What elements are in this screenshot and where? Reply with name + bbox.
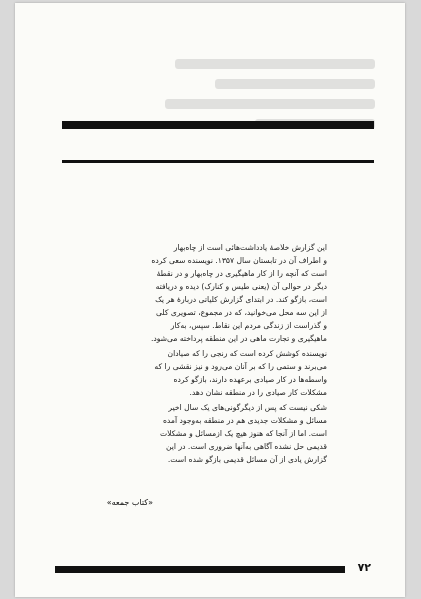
text-line: این گزارش خلاصهٔ یادداشت‌هائی است از چاه‌بهار: [173, 243, 327, 252]
text-line: ماهیگیری و تجارت ماهی در این منطقه پرداخته می‌شود.: [150, 334, 327, 343]
text-line: و گذراست از زندگی مردم این نقاط. سپس، به‌کار: [170, 321, 327, 330]
book-page: [15, 3, 405, 597]
text-line: دیگر در حوالی آن (یعنی طیس و کنارک) دیده و دریافته: [155, 282, 327, 291]
text-line: است. اما از آنجا که هنوز هیچ یک ازمسائل و مشکلات: [159, 429, 327, 438]
text-line: مشکلات کار صیادی را در منطقه نشان دهد.: [189, 388, 327, 397]
text-line: است، بازگو کند. در ابتدای گزارش کلیاتی دربارهٔ هر یک: [155, 295, 327, 304]
page-number: ۷۲: [357, 561, 371, 574]
text-line: قدیمی حل نشده آگاهی به‌آنها ضروری است. در این: [166, 442, 327, 451]
text-line: گزارش یادی از آن مسائل قدیمی بازگو شده است.: [167, 455, 327, 464]
text-line: نویسنده کوشش کرده است که رنجی را که صیادان: [167, 349, 327, 358]
text-line: مسائل و مشکلات جدیدی هم در منطقه به‌وجود آمده: [162, 416, 327, 425]
article-intro: [119, 241, 327, 468]
paragraph-1: [119, 241, 327, 345]
middle-rule: [62, 160, 374, 163]
text-line: است که آنچه را از کار ماهیگیری در چاه‌بهار و در نقطهٔ: [156, 269, 327, 278]
text-line: از این سه محل می‌خوانید، که در مجموع، تصویری کلی: [156, 308, 327, 317]
paragraph-2: [119, 347, 327, 399]
paragraph-3: [119, 401, 327, 466]
text-line: و اطراف آن در تابستان سال ۱۳۵۷. نویسنده سعی کرده: [151, 256, 327, 265]
bottom-rule: [55, 566, 345, 573]
text-line: واسطه‌ها در کار صیادی برعهده دارند، بازگو کرده: [173, 375, 327, 384]
top-rule: [62, 121, 374, 129]
text-line: می‌برند و ستمی را که بر آنان می‌رود و نیز نقشی را که: [154, 362, 327, 371]
signature: «کتاب جمعه»: [106, 498, 153, 507]
text-line: شکی نیست که پس از دیگرگونی‌های یک سال اخیر: [168, 403, 327, 412]
